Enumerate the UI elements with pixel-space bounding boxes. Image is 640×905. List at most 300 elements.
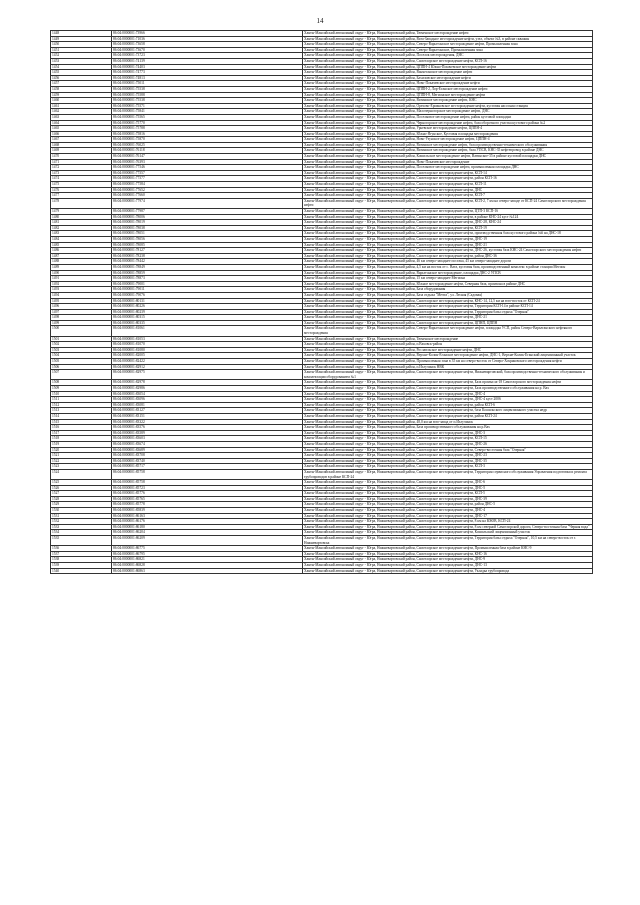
- row-number: 1479: [51, 209, 112, 215]
- cadastral-number: 86:04:0000001:78051: [112, 231, 303, 237]
- cadastral-number: 86:04:0000001:83674: [112, 441, 303, 447]
- address: Ханты-Мансийский автономный округ - Югра, Нижневартовский район, 48,0 км на юго-запад от п.Излучинск: [303, 419, 593, 425]
- address: Ханты-Мансийский автономный округ - Югра, Нижневартовский район, Ново-Покачевское месторождение: [303, 159, 593, 165]
- cadastral-number: 86:04:0000001:85758: [112, 480, 303, 486]
- address: Ханты-Мансийский автономный округ - Югра, Нижневартовский район, Самотлорское месторождение нефти, Нижневартовский, база производственно-технического обслуживания и комплектации оборудованием №1: [303, 370, 593, 380]
- cadastral-number: 86:04:0000001:78238: [112, 253, 303, 259]
- cadastral-number: 86:04:0000001:75770: [112, 120, 303, 126]
- table-row: [51, 214, 593, 220]
- row-number: 1482: [51, 225, 112, 231]
- address: Ханты-Мансийский автономный округ - Югра, Нижневартовский район, Самотлорское месторождение нефти, ДНС-26, кустовая база КНС-24 Самотлорского месторождения нефти: [303, 248, 593, 254]
- address: Ханты-Мансийский автономный округ - Югра, Нижневартовский район, База производственного обслуживания на р.Вах: [303, 425, 593, 431]
- cadastral-number: 86:04:0000001:82986: [112, 386, 303, 392]
- address: Ханты-Мансийский автономный округ - Югра, Нижневартовский район, Малочерногорское месторождение нефти, ДНС: [303, 109, 593, 115]
- address: Ханты-Мансийский автономный округ - Югра, Нижневартовский район, Южное месторождение нефти, Северная база, промзона в районе ДНС: [303, 281, 593, 287]
- row-number: 1524: [51, 469, 112, 479]
- address: Ханты-Мансийский автономный округ - Югра, Нижневартовский район, Бахиловское месторождение нефти: [303, 75, 593, 81]
- cadastral-number: 86:04:0000001:77577: [112, 176, 303, 182]
- cadastral-number: 86:04:0000001:77987: [112, 209, 303, 215]
- row-number: 1464: [51, 120, 112, 126]
- cadastral-number: 86:04:0000001:77557: [112, 170, 303, 176]
- address: Ханты-Мансийский автономный округ - Югра, Нижневартовский район, Самотлорское месторождение нефти, Кошильский лицензионный участок: [303, 530, 593, 536]
- cadastral-number: 86:04:0000001:86204: [112, 530, 303, 536]
- address: Ханты-Мансийский автономный округ - Югра, Нижневартовский район, Ванъеганское месторождение нефти: [303, 70, 593, 76]
- row-number: 1507: [51, 370, 112, 380]
- address: Ханты-Мансийский автономный округ - Югра, Нижневартовский район, Самотлорское месторождение нефти, Территория КСП-14 в районе КСП-14: [303, 304, 593, 310]
- cadastral-number: 86:04:0000001:81080: [112, 347, 303, 353]
- address: Ханты-Мансийский автономный округ - Югра, Нижневартовский район, Самотлорское месторождение нефти, ДНС-21: [303, 242, 593, 248]
- cadastral-number: 86:04:0000001:85765: [112, 496, 303, 502]
- cadastral-number: 86:04:0000001:86821: [112, 557, 303, 563]
- address: Ханты-Мансийский автономный округ - Югра, Нижневартовский район, Самотлорское месторождение нефти, ДНС-19: [303, 236, 593, 242]
- cadastral-number: 86:04:0000001:86775: [112, 546, 303, 552]
- row-number: 1503: [51, 347, 112, 353]
- row-number: 1536: [51, 546, 112, 552]
- table-row: [51, 154, 593, 160]
- cadastral-number: 86:04:0000001:73658: [112, 42, 303, 48]
- cadastral-number: 86:04:0000001:78127: [112, 248, 303, 254]
- address: Ханты-Мансийский автономный округ - Югра, Нижневартовский район, Самотлорское месторождение нефти, КСП-2, 7 км на северо-западе от КСП-24 Самотлорского месторождения нефти: [303, 198, 593, 208]
- cadastral-number: 86:04:0000001:80131: [112, 298, 303, 304]
- row-number: 1512: [51, 402, 112, 408]
- cadastral-number: 86:04:0000001:85758: [112, 469, 303, 479]
- cadastral-number: 86:04:0000001:86828: [112, 563, 303, 569]
- row-number: 1453: [51, 58, 112, 64]
- cadastral-number: 86:04:0000001:76025: [112, 142, 303, 148]
- table-row: [51, 524, 593, 530]
- address: Ханты-Мансийский автономный округ - Югра, Нижневартовский район, Самотлорское месторождение нефти, КНС-16: [303, 551, 593, 557]
- address: Ханты-Мансийский автономный округ - Югра, Нижневартовский район, Черногорское месторождение нефти, база оборотного участка кустового района №2: [303, 120, 593, 126]
- address: Ханты-Мансийский автономный округ - Югра, Нижневартовский район, Орехово-Ермаковское месторождение нефти, кустовая насосная станция: [303, 103, 593, 109]
- address: Ханты-Мансийский автономный округ - Югра, Нижневартовский район, Самотлорское месторождение нефти, район ДНС-5: [303, 502, 593, 508]
- address: Ханты-Мансийский автономный округ - Югра, Нижневартовский район, Южно-Ягунское, Кустовая площадка месторождения: [303, 131, 593, 137]
- row-number: 1526: [51, 485, 112, 491]
- address: Ханты-Мансийский автономный округ - Югра, Нижневартовский район, 46 км северо-западнее поселка, 45 км северо-западнее дороги: [303, 259, 593, 265]
- cadastral-number: 86:04:0000001:86209: [112, 536, 303, 546]
- row-number: 1498: [51, 315, 112, 321]
- row-number: 1458: [51, 86, 112, 92]
- address: Ханты-Мансийский автономный округ - Югра, Нижневартовский район, Рославльское месторождение нефти, ДНС: [303, 347, 593, 353]
- table-row: [51, 353, 593, 359]
- row-number: 1491: [51, 276, 112, 282]
- cadastral-number: 86:04:0000001:81061: [112, 326, 303, 336]
- address: Ханты-Мансийский автономный округ - Югра, Нижневартовский район, Самотлорское месторождение нефти, База промысла-18 Самотлорского месторождения нефти: [303, 380, 593, 386]
- row-number: 1515: [51, 419, 112, 425]
- row-number: 1472: [51, 165, 112, 171]
- cadastral-number: 86:04:0000001:74773: [112, 70, 303, 76]
- table-row: [51, 264, 593, 270]
- address: Ханты-Мансийский автономный округ - Югра, Нижневартовский район, Самотлорское месторождение нефти, База производственного обслуживания на р. Вах: [303, 386, 593, 392]
- cadastral-number: 86:04:0000001:86180: [112, 524, 303, 530]
- cadastral-number: 86:04:0000001:73670: [112, 47, 303, 53]
- row-number: 1462: [51, 109, 112, 115]
- address: Ханты-Мансийский автономный округ - Югра, Нижневартовский район, Тюменское месторождение: [303, 336, 593, 342]
- row-number: 1504: [51, 353, 112, 359]
- address: Ханты-Мансийский автономный округ - Югра, Нижневартовский район, Северо-Варьеганское месторождение нефти, площадка УСП, район Северо-Варьеганского нефтяного месторождения: [303, 326, 593, 336]
- row-number: 1481: [51, 220, 112, 226]
- cadastral-number: 86:04:0000001:83708: [112, 453, 303, 459]
- row-number: 1517: [51, 430, 112, 436]
- address: Ханты-Мансийский автономный округ - Югра, Нижневартовский район, Самотлорское месторождение нефти, ДНС-3: [303, 430, 593, 436]
- row-number: 1521: [51, 453, 112, 459]
- row-number: 1537: [51, 551, 112, 557]
- cadastral-number: 86:04:0000001:83127: [112, 408, 303, 414]
- address: Ханты-Мансийский автономный округ - Югра, Нижневартовский район, Самотлорское месторождение нефти, КСП-16: [303, 58, 593, 64]
- cadastral-number: 86:04:0000001:86176: [112, 519, 303, 525]
- row-number: 1538: [51, 557, 112, 563]
- table-row: [51, 298, 593, 304]
- row-number: 1535: [51, 536, 112, 546]
- row-number: 1534: [51, 530, 112, 536]
- cadastral-number: 86:04:0000001:78085: [112, 242, 303, 248]
- address: Ханты-Мансийский автономный округ - Югра, Нижневартовский район, п.Излучинск НВК: [303, 364, 593, 370]
- address: Ханты-Мансийский автономный округ - Югра, Нижневартовский район, Самотлорское месторождение нефти, Территория сервисного обслуживания Управления подготовки и ремонта трубопроводов в районе КСП-24: [303, 469, 593, 479]
- cadastral-number: 86:04:0000001:75538: [112, 98, 303, 104]
- row-number: 1513: [51, 408, 112, 414]
- address: Ханты-Мансийский автономный округ - Югра, Нижневартовский район, База оборудования: [303, 287, 593, 293]
- cadastral-number: 86:04:0000001:78442: [112, 259, 303, 265]
- cadastral-number: 86:04:0000001:71036: [112, 36, 303, 42]
- row-number: 1459: [51, 92, 112, 98]
- table-row: [51, 304, 593, 310]
- cadastral-number: 86:04:0000001:83151: [112, 413, 303, 419]
- address: Ханты-Мансийский автономный округ - Югра, Нижневартовский район, Самотлорское месторождение нефти, КСП-3: [303, 464, 593, 470]
- row-number: 1471: [51, 159, 112, 165]
- address: Ханты-Мансийский автономный округ - Югра, Нижневартовский район, Самотлорское месторождение нефти, ДНС-6: [303, 480, 593, 486]
- cadastral-number: 86:04:0000001:83740: [112, 458, 303, 464]
- registry-table: [50, 30, 593, 574]
- address: Ханты-Мансийский автономный округ - Югра, Нижневартовский район, п.Ваховск-район: [303, 342, 593, 348]
- address: Ханты-Мансийский автономный округ - Югра, Нижневартовский район, Самотлорское месторождение нефти, ДНС-39: [303, 496, 593, 502]
- cadastral-number: 86:04:0000001:80315: [112, 315, 303, 321]
- address: Ханты-Мансийский автономный округ - Югра, Нижневартовский район, Самотлорское месторождение нефти, ДНС-28, КНС-24: [303, 220, 593, 226]
- row-number: 1492: [51, 281, 112, 287]
- row-number: 1528: [51, 496, 112, 502]
- address: Ханты-Мансийский автономный округ - Югра, Нижневартовский район, Самотлорское месторождение нефти, Территория базы отдыха "Озерная": [303, 309, 593, 315]
- cadastral-number: 86:04:0000001:82975: [112, 370, 303, 380]
- address: Ханты-Мансийский автономный округ - Югра, Нижневартовский район, Самотлорское месторождение нефти, Промышленная база в районе КНС-9: [303, 546, 593, 552]
- address: Ханты-Мансийский автономный округ - Югра, Нижневартовский район, Самотлорское месторождение нефти, ДНС-17: [303, 513, 593, 519]
- row-number: 1531: [51, 513, 112, 519]
- row-number: 1493: [51, 287, 112, 293]
- address: Ханты-Мансийский автономный округ - Югра, Нижневартовский район, Самотлорское месторождение нефти, КСП-11: [303, 182, 593, 188]
- cadastral-number: 86:04:0000001:74813: [112, 75, 303, 81]
- row-number: 1467: [51, 137, 112, 143]
- cadastral-number: 86:04:0000001:74139: [112, 58, 303, 64]
- page-number: 14: [316, 17, 324, 25]
- cadastral-number: 86:04:0000001:77584: [112, 182, 303, 188]
- address: Ханты-Мансийский автономный округ - Югра, Нижневартовский район, Поселок месторождения, ДНС: [303, 53, 593, 59]
- row-number: 1533: [51, 524, 112, 530]
- cadastral-number: 86:04:0000001:76118: [112, 148, 303, 154]
- cadastral-number: 86:04:0000001:83081: [112, 402, 303, 408]
- cadastral-number: 86:04:0000001:75565: [112, 114, 303, 120]
- address: Ханты-Мансийский автономный округ - Югра, Нижневартовский район, Самотлорское месторождение нефти, Территория базы отдыха "Озерная", 10,5 км на северо-восток от г. Нижневартовска: [303, 536, 593, 546]
- row-number: 1540: [51, 568, 112, 574]
- address: Ханты-Мансийский автономный округ - Югра, Нижневартовский район, База отдыха "Мечта", ул. Лесная (Садовая): [303, 292, 593, 298]
- cadastral-number: 86:04:0000001:83689: [112, 447, 303, 453]
- row-number: 1488: [51, 259, 112, 265]
- row-number: 1522: [51, 458, 112, 464]
- row-number: 1478: [51, 198, 112, 208]
- cadastral-number: 86:04:0000001:80226: [112, 304, 303, 310]
- row-number: 1497: [51, 309, 112, 315]
- row-number: 1527: [51, 491, 112, 497]
- address: Ханты-Мансийский автономный округ - Югра, Нижневартовский район, Самотлорское месторождение нефти, КСП-14: [303, 170, 593, 176]
- row-number: 1519: [51, 441, 112, 447]
- table-row: [51, 408, 593, 414]
- address: Ханты-Мансийский автономный округ - Югра, Нижневартовский район, Урьевское месторождение нефти, ЦППН-4: [303, 126, 593, 132]
- row-number: 1477: [51, 193, 112, 199]
- cadastral-number: 86:04:0000001:79001: [112, 281, 303, 287]
- address: Ханты-Мансийский автономный округ - Югра, Нижневартовский район, Самотлорское месторождение нефти, ДНС-23: [303, 453, 593, 459]
- row-number: 1468: [51, 142, 112, 148]
- cadastral-number: 86:04:0000001:86863: [112, 568, 303, 574]
- row-number: 1518: [51, 436, 112, 442]
- row-number: 1483: [51, 231, 112, 237]
- row-number: 1454: [51, 64, 112, 70]
- row-number: 1452: [51, 53, 112, 59]
- cadastral-number: 86:04:0000001:82912: [112, 364, 303, 370]
- row-number: 1457: [51, 81, 112, 87]
- table-row: [51, 380, 593, 386]
- address: Ханты-Мансийский автономный округ - Югра, Нижневартовский район, Вата-Западное месторождение нефти, узел, объект №3, в районе скважин: [303, 36, 593, 42]
- table-row: [51, 36, 593, 42]
- row-number: 1490: [51, 270, 112, 276]
- cadastral-number: 86:04:0000001:75870: [112, 137, 303, 143]
- table-row: [51, 142, 593, 148]
- cadastral-number: 86:04:0000001:75571: [112, 103, 303, 109]
- address: Ханты-Мансийский автономный округ - Югра, Нижневартовский район, Северо-Варьеганское месторождение нефти, Промышленная зона: [303, 42, 593, 48]
- cadastral-number: 86:04:0000001:78038: [112, 225, 303, 231]
- cadastral-number: 86:04:0000001:85723: [112, 485, 303, 491]
- cadastral-number: 86:04:0000001:78006: [112, 214, 303, 220]
- row-number: 1486: [51, 248, 112, 254]
- row-number: 1474: [51, 176, 112, 182]
- address: Ханты-Мансийский автономный округ - Югра, Нижневартовский район, Самотлорское месторождение нефти, Северо-восточная база "Озерная": [303, 447, 593, 453]
- cadastral-number: 86:04:0000001:75816: [112, 131, 303, 137]
- cadastral-number: 86:04:0000001:82005: [112, 353, 303, 359]
- address: Ханты-Мансийский автономный округ - Югра, Нижневартовский район, Ново-Узунское месторождение нефти, ЦППН-4: [303, 137, 593, 143]
- cadastral-number: 86:04:0000001:85717: [112, 464, 303, 470]
- row-number: 1509: [51, 386, 112, 392]
- address: Ханты-Мансийский автономный округ - Югра, Нижневартовский район, Варьеганское месторождение, площадка ДНС-2 УПСВ: [303, 270, 593, 276]
- address: Ханты-Мансийский автономный округ - Югра, Нижневартовский район, Самотлорское месторождение нефти, 8 км на ЮЮВ, КСП-24: [303, 519, 593, 525]
- cadastral-number: 86:04:0000001:73723: [112, 53, 303, 59]
- cadastral-number: 86:04:0000001:77660: [112, 193, 303, 199]
- cadastral-number: 86:04:0000001:83054: [112, 391, 303, 397]
- address: Ханты-Мансийский автономный округ - Югра, Нижневартовский район, Самотлорское месторождение нефти, ДНС-13: [303, 563, 593, 569]
- cadastral-number: 86:04:0000001:78873: [112, 276, 303, 282]
- row-number: 1461: [51, 103, 112, 109]
- address: Ханты-Мансийский автономный округ - Югра, Нижневартовский район, Самотлорское месторождение нефти, КСП-5: [303, 491, 593, 497]
- row-number: 1465: [51, 126, 112, 132]
- address: Ханты-Мансийский автономный округ - Югра, Нижневартовский район, Самотлорское месторождение нефти, КСП-7: [303, 193, 593, 199]
- address: Ханты-Мансийский автономный округ - Югра, Нижневартовский район, Самотлорское месторождение нефти, ДНС-21: [303, 315, 593, 321]
- address: Ханты-Мансийский автономный округ - Югра, Нижневартовский район, Самотлорское месторождение нефти, ДНС-4 куст 2006: [303, 397, 593, 403]
- cadastral-number: 86:04:0000001:76393: [112, 159, 303, 165]
- address: Ханты-Мансийский автономный округ - Югра, Нижневартовский район, Ватинское месторождение нефти, КНС: [303, 98, 593, 104]
- cadastral-number: 86:04:0000001:85778: [112, 502, 303, 508]
- table-row: [51, 370, 593, 380]
- address: Ханты-Мансийский автономный округ - Югра, Нижневартовский район, Тюменское месторождение нефти: [303, 31, 593, 37]
- row-number: 1463: [51, 114, 112, 120]
- address: Ханты-Мансийский автономный округ - Югра, Нижневартовский район, ЦППН-8, Мегионское месторождение нефти: [303, 92, 593, 98]
- cadastral-number: 86:04:0000001:78056: [112, 236, 303, 242]
- address: Ханты-Мансийский автономный округ - Югра, Нижневартовский район, Самотлорское месторождение нефти, 8 км северной Самотлорской дороги, Северо-восточная база "Черная вода": [303, 524, 593, 530]
- cadastral-number: 86:04:0000001:75788: [112, 126, 303, 132]
- cadastral-number: 86:04:0000001:75011: [112, 81, 303, 87]
- address: Ханты-Мансийский автономный округ - Югра, Нижневартовский район, Кошильское месторождение нефти, Ватинское-35 в районе кустовой площадки ДНС: [303, 154, 593, 160]
- row-number: 1480: [51, 214, 112, 220]
- table-row: [51, 165, 593, 171]
- table-row: [51, 536, 593, 546]
- cadastral-number: 86:04:0000001:73966: [112, 31, 303, 37]
- address: Ханты-Мансийский автономный округ - Югра, Нижневартовский район, Поселковое месторождение нефти, промышленная площадка ДНС: [303, 165, 593, 171]
- table-row: [51, 447, 593, 453]
- address: Ханты-Мансийский автономный округ - Югра, Нижневартовский район, ЦППН-2, Лор-Еганское месторождение нефти: [303, 86, 593, 92]
- table-row: [51, 530, 593, 536]
- cadastral-number: 86:04:0000001:81070: [112, 342, 303, 348]
- address: Ханты-Мансийский автономный округ - Югра, Нижневартовский район, Самотлорское месторождение нефти, ДНС-35: [303, 458, 593, 464]
- row-number: 1470: [51, 154, 112, 160]
- address: Ханты-Мансийский автономный округ - Югра, Нижневартовский район, Ватинское месторождение нефти, база производственно-технического обслуживания: [303, 142, 593, 148]
- address: Ханты-Мансийский автономный округ - Югра, Нижневартовский район, Самотлорское месторождение нефти, район КСП-24: [303, 413, 593, 419]
- table-row: [51, 248, 593, 254]
- address: Ханты-Мансийский автономный округ - Югра, Нижневартовский район, Самотлорское месторождение нефти, КНС-14, 12,5 км на юго-восток от КСП-24: [303, 298, 593, 304]
- cadastral-number: 86:04:0000001:83589: [112, 430, 303, 436]
- row-number: 1496: [51, 304, 112, 310]
- row-number: 1476: [51, 187, 112, 193]
- cadastral-number: 86:04:0000001:75538: [112, 86, 303, 92]
- cadastral-number: 86:04:0000001:86163: [112, 513, 303, 519]
- registry-body: [51, 31, 593, 574]
- address: Ханты-Мансийский автономный округ - Югра, Нижневартовский район, Самотлорское месторождение нефти, ДНС: [303, 187, 593, 193]
- address: Ханты-Мансийский автономный округ - Югра, Нижневартовский район, Самотлорское месторождение нефти, в районе КНС-24 куст №124: [303, 214, 593, 220]
- cadastral-number: 86:04:0000001:75841: [112, 109, 303, 115]
- row-number: 1494: [51, 292, 112, 298]
- address: Ханты-Мансийский автономный округ - Югра, Нижневартовский район, Самотлорское месторождение нефти, производственная база кустового района №6 на ДНС-18: [303, 231, 593, 237]
- cadastral-number: 86:04:0000001:78019: [112, 220, 303, 226]
- address: Ханты-Мансийский автономный округ - Югра, Нижневартовский район, Северо-Варьеганское, Промышленная зона: [303, 47, 593, 53]
- row-number: 1523: [51, 464, 112, 470]
- cadastral-number: 86:04:0000001:79076: [112, 292, 303, 298]
- table-row: [51, 326, 593, 336]
- cadastral-number: 86:04:0000001:82422: [112, 359, 303, 365]
- table-row: [51, 42, 593, 48]
- table-row: [51, 103, 593, 109]
- address: Ханты-Мансийский автономный округ - Югра, Нижневартовский район, Самотлорское месторождение нефти, район ДНС-36: [303, 253, 593, 259]
- cadastral-number: 86:04:0000001:85839: [112, 508, 303, 514]
- table-row: [51, 120, 593, 126]
- address: Ханты-Мансийский автономный округ - Югра, Нижневартовский район, Ново-Покачевское месторождение нефти: [303, 81, 593, 87]
- row-number: 1508: [51, 380, 112, 386]
- row-number: 1484: [51, 236, 112, 242]
- address: Ханты-Мансийский автономный округ - Югра, Нижневартовский район, Ватинское месторождение нефти, база УПСВ, КНС-35 нефтепровод в районе ДНС: [303, 148, 593, 154]
- cadastral-number: 86:04:0000001:83322: [112, 419, 303, 425]
- table-row: [51, 148, 593, 154]
- address: Ханты-Мансийский автономный округ - Югра, Нижневартовский район, Самотлорское месторождение нефти, ДНС-9: [303, 557, 593, 563]
- row-number: 1455: [51, 70, 112, 76]
- cadastral-number: 86:04:0000001:79011: [112, 287, 303, 293]
- cadastral-number: 86:04:0000001:77974: [112, 198, 303, 208]
- cadastral-number: 86:04:0000001:83576: [112, 425, 303, 431]
- row-number: 1451: [51, 47, 112, 53]
- address: Ханты-Мансийский автономный округ - Югра, Нижневартовский район, Самотлорское месторождение нефти, КСП-15: [303, 436, 593, 442]
- row-number: 1460: [51, 98, 112, 104]
- row-number: 1469: [51, 148, 112, 154]
- address: Ханты-Мансийский автономный округ - Югра, Нижневартовский район, Верхне-Колик-Еганское месторождение нефти, ДНС-1, Верхне-Колик-Еганский лицензионный участок: [303, 353, 593, 359]
- address: Ханты-Мансийский автономный округ - Югра, Нижневартовский район, 15 км северо-западнее Мегиона: [303, 276, 593, 282]
- row-number: 1473: [51, 170, 112, 176]
- table-row: [51, 359, 593, 365]
- row-number: 1525: [51, 480, 112, 486]
- address: Ханты-Мансийский автономный округ - Югра, Нижневартовский район, 4,5 км на восток от с. Вата, кустовая база, производственный комплекс в районе станции Мегион: [303, 264, 593, 270]
- row-number: 1450: [51, 42, 112, 48]
- cadastral-number: 86:04:0000001:83603: [112, 436, 303, 442]
- cadastral-number: 86:04:0000001:82978: [112, 380, 303, 386]
- row-number: 1520: [51, 447, 112, 453]
- address: Ханты-Мансийский автономный округ - Югра, Нижневартовский район, Самотлорское месторождение нефти, Укладка трубопровода: [303, 568, 593, 574]
- row-number: 1516: [51, 425, 112, 431]
- cadastral-number: 86:04:0000001:80335: [112, 320, 303, 326]
- address: Ханты-Мансийский автономный округ - Югра, Нижневартовский район, Самотлорское месторождение нефти, ДНС-26: [303, 441, 593, 447]
- row-number: 1485: [51, 242, 112, 248]
- row-number: 1466: [51, 131, 112, 137]
- table-row: [51, 568, 593, 574]
- cadastral-number: 86:04:0000001:83096: [112, 397, 303, 403]
- cadastral-number: 86:04:0000001:81053: [112, 336, 303, 342]
- row-number: 1539: [51, 563, 112, 569]
- row-number: 1475: [51, 182, 112, 188]
- row-number: 1530: [51, 508, 112, 514]
- table-row: [51, 469, 593, 479]
- table-row: [51, 198, 593, 208]
- row-number: 1500: [51, 326, 112, 336]
- address: Ханты-Мансийский автономный округ - Югра, Нижневартовский район, Поселковое месторождение нефти, район кустовой площадки: [303, 114, 593, 120]
- row-number: 1448: [51, 31, 112, 37]
- cadastral-number: 86:04:0000001:86795: [112, 551, 303, 557]
- row-number: 1510: [51, 391, 112, 397]
- row-number: 1532: [51, 519, 112, 525]
- address: Ханты-Мансийский автономный округ - Югра, Нижневартовский район, Самотлорское месторождение нефти, ДНС-4: [303, 508, 593, 514]
- address: Ханты-Мансийский автономный округ - Югра, Нижневартовский район, Самотлорское месторождение нефти, район КСП-6: [303, 402, 593, 408]
- row-number: 1511: [51, 397, 112, 403]
- address: Ханты-Мансийский автономный округ - Югра, Нижневартовский район, Самотлорское месторождение нефти, район КСП-16: [303, 176, 593, 182]
- address: Ханты-Мансийский автономный округ - Югра, Нижневартовский район, Самотлорское месторождение нефти, ДНС-5: [303, 485, 593, 491]
- address: Ханты-Мансийский автономный округ - Югра, Нижневартовский район, ЦППН-4 Южно-Покачевское месторождение нефти: [303, 64, 593, 70]
- address: Ханты-Мансийский автономный округ - Югра, Нижневартовский район, Самотлорское месторождение нефти, ДНС-4: [303, 391, 593, 397]
- address: Ханты-Мансийский автономный округ - Югра, Нижневартовский район, Самотлорское месторождение нефти, ЦТП-3 КСП-16: [303, 209, 593, 215]
- cadastral-number: 86:04:0000001:85776: [112, 491, 303, 497]
- row-number: 1529: [51, 502, 112, 508]
- cadastral-number: 86:04:0000001:76147: [112, 154, 303, 160]
- table-row: [51, 386, 593, 392]
- row-number: 1495: [51, 298, 112, 304]
- address: Ханты-Мансийский автономный округ - Югра, Нижневартовский район, Самотлорское месторождение нефти, ЦПНП, ЦППН: [303, 320, 593, 326]
- row-number: 1505: [51, 359, 112, 365]
- table-row: [51, 309, 593, 315]
- table-row: [51, 281, 593, 287]
- cadastral-number: 86:04:0000001:78859: [112, 270, 303, 276]
- row-number: 1499: [51, 320, 112, 326]
- address: Ханты-Мансийский автономный округ - Югра, Нижневартовский район, Самотлорское месторождение нефти, КСП-19: [303, 225, 593, 231]
- cadastral-number: 86:04:0000001:75588: [112, 92, 303, 98]
- address: Ханты-Мансийский автономный округ - Югра, Нижневартовский район, Самотлорское месторождение нефти, база Кошильского лицензионного участка недр: [303, 408, 593, 414]
- cadastral-number: 86:04:0000001:74403: [112, 64, 303, 70]
- row-number: 1502: [51, 342, 112, 348]
- table-row: [51, 231, 593, 237]
